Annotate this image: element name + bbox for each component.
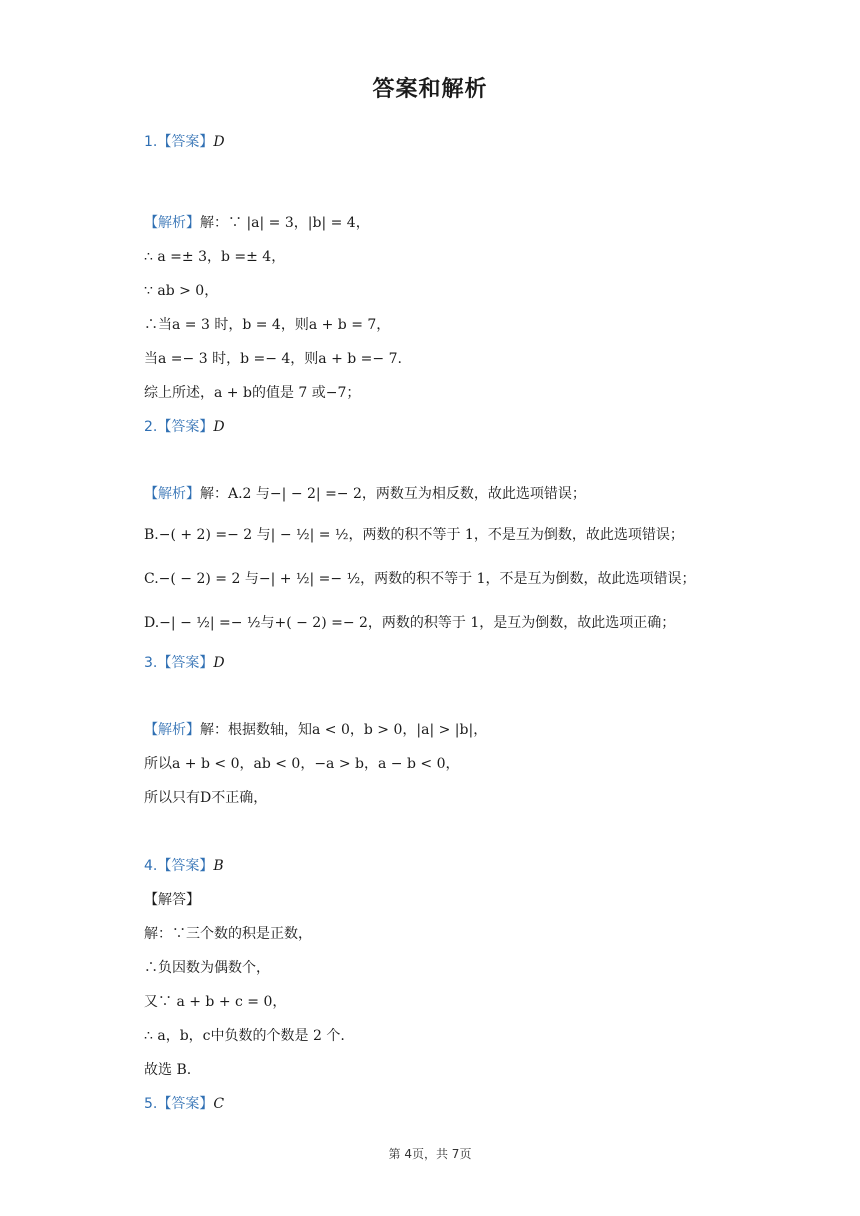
q4-answer-head: 4.【答案】 [144, 858, 214, 874]
q1-analysis-line-6: 综上所述，a + b的值是 7 或−7； [144, 385, 361, 401]
q2-answer-head: 2.【答案】 [144, 419, 214, 435]
q1-analysis-line-3: ∵ ab > 0， [144, 283, 219, 299]
q3-analysis-line-1 [144, 720, 487, 740]
q3-answer-value: D [213, 655, 225, 671]
q3-answer-head: 3.【答案】 [144, 655, 214, 671]
q3-answer [144, 653, 225, 673]
q1-analysis-line-4: ∴当a = 3 时，b = 4，则a + b = 7， [144, 317, 391, 333]
q3-analysis-line-2: 所以a + b < 0，ab < 0，−a > b，a − b < 0， [144, 756, 460, 772]
q1-analysis-line-2: ∴ a =± 3，b =± 4， [144, 249, 286, 265]
q4-solution-line-3: 又∵ a + b + c = 0， [144, 994, 287, 1010]
q1-analysis-tag: 【解析】 [144, 215, 200, 231]
q2-analysis-line-3: C.−( − 2) = 2 与−| + ½| =− ½，两数的积不等于 1，不是互为倒数，故此选项错误； [144, 571, 696, 587]
q4-answer-value: B [213, 858, 224, 874]
q2-analysis-line-4: D.−| − ½| =− ½与+( − 2) =− 2，两数的积等于 1，是互为倒数，故此选项正确； [144, 615, 676, 631]
q5-answer-head: 5.【答案】 [144, 1096, 214, 1112]
q1-analysis-line-5: 当a =− 3 时，b =− 4，则a + b =− 7. [144, 351, 402, 367]
page-footer: 第 4页，共 7页 [388, 1147, 472, 1161]
q5-answer [144, 1094, 224, 1114]
q1-text: 解：∵ |a| = 3，|b| = 4， [200, 215, 370, 231]
q1-answer-value: D [213, 134, 225, 150]
q2-analysis-line-2: B.−( + 2) =− 2 与| − ½| = ½，两数的积不等于 1，不是互为倒数，故此选项错误； [144, 527, 684, 543]
q4-answer [144, 856, 224, 876]
q4-solution-tag: 【解答】 [144, 892, 200, 908]
q2-text: 解：A.2 与−| − 2| =− 2，两数互为相反数，故此选项错误； [200, 486, 586, 502]
q2-answer [144, 417, 225, 437]
q3-text: 解：根据数轴，知a < 0，b > 0，|a| > |b|， [200, 722, 488, 738]
q1-analysis-line-1 [144, 213, 370, 233]
q1-answer [144, 132, 225, 152]
page-title: 答案和解析 [372, 77, 488, 102]
q4-solution-line-1: 解：∵三个数的积是正数， [144, 926, 312, 942]
q5-answer-value: C [213, 1096, 225, 1112]
q4-solution-line-5: 故选 B. [144, 1062, 192, 1078]
q3-analysis-line-3: 所以只有D不正确， [144, 790, 268, 806]
q2-analysis-line-1 [144, 484, 586, 504]
q2-analysis-tag: 【解析】 [144, 486, 200, 502]
q2-answer-value: D [213, 419, 225, 435]
q4-solution-line-4: ∴ a，b，c中负数的个数是 2 个. [144, 1028, 345, 1044]
q1-answer-head: 1.【答案】 [144, 134, 214, 150]
q3-analysis-tag: 【解析】 [144, 722, 200, 738]
q4-solution-line-2: ∴负因数为偶数个， [144, 960, 270, 976]
